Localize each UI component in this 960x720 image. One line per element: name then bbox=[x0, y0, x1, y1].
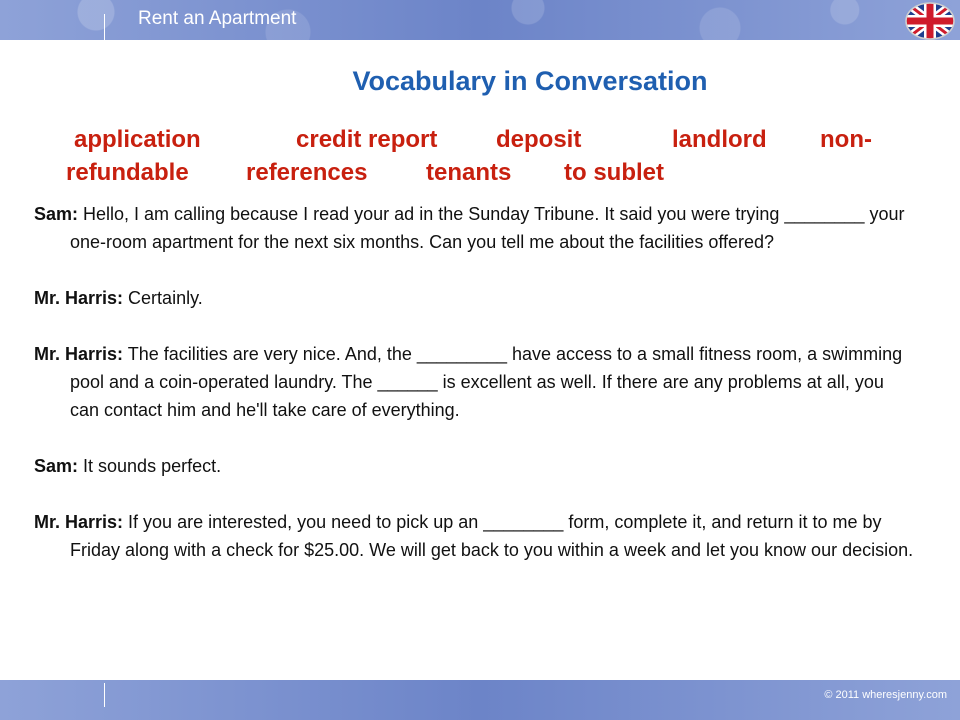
speaker-label: Mr. Harris: bbox=[34, 512, 124, 532]
speaker-label: Sam: bbox=[34, 204, 79, 224]
dialogue-line-4 bbox=[34, 452, 914, 480]
dialogue-text: It sounds perfect. bbox=[78, 456, 222, 476]
dialogue-line-3 bbox=[34, 340, 914, 424]
header-bar bbox=[0, 0, 960, 40]
vocab-non: non- bbox=[820, 126, 872, 153]
copyright-text: © 2011 wheresjenny.com bbox=[824, 689, 947, 701]
dialogue-text: The facilities are very nice. And, the bbox=[123, 344, 417, 364]
dialogue-text: form, complete it, and return it to me by Friday along with a check for $25.00. We will get back to you within a week and let you know our decision. bbox=[70, 512, 914, 560]
dialogue-line-5 bbox=[34, 508, 914, 564]
vocab-refundable: refundable bbox=[66, 159, 189, 186]
dialogue-text: If you are interested, you need to pick up an bbox=[123, 512, 484, 532]
dialogue-text: have access to a small fitness room, a swimming pool and a coin-operated laundry. The bbox=[70, 344, 903, 392]
vocab-deposit: deposit bbox=[496, 126, 582, 153]
footer-bar bbox=[0, 680, 960, 720]
speaker-label: Sam: bbox=[34, 456, 79, 476]
header-title: Rent an Apartment bbox=[138, 8, 297, 29]
fill-in-blank: ______ bbox=[377, 372, 438, 392]
speaker-label: Mr. Harris: bbox=[34, 344, 124, 364]
dialogue-line-1 bbox=[34, 200, 914, 256]
fill-in-blank: _________ bbox=[416, 344, 507, 364]
fill-in-blank: ________ bbox=[483, 512, 564, 532]
vocab-application: application bbox=[74, 126, 201, 153]
uk-flag-icon bbox=[905, 2, 955, 40]
vocab-references: references bbox=[246, 159, 368, 186]
speaker-label: Mr. Harris: bbox=[34, 288, 124, 308]
dialogue-text: Hello, I am calling because I read your ad in the Sunday Tribune. It said you were trying bbox=[78, 204, 785, 224]
fill-in-blank: ________ bbox=[784, 204, 865, 224]
vocab-landlord: landlord bbox=[672, 126, 767, 153]
footer-divider bbox=[104, 683, 105, 707]
slide-title: Vocabulary in Conversation bbox=[352, 66, 708, 96]
header-divider bbox=[104, 14, 105, 40]
vocab-to-sublet: to sublet bbox=[564, 159, 664, 186]
dialogue-text: is excellent as well. If there are any problems at all, you can contact him and he'll take care of everything. bbox=[70, 372, 884, 420]
dialogue-text: Certainly. bbox=[123, 288, 203, 308]
vocab-credit-report: credit report bbox=[296, 126, 438, 153]
dialogue-line-2 bbox=[34, 284, 914, 312]
dialogue-text: your one-room apartment for the next six months. Can you tell me about the facilities offered? bbox=[70, 204, 905, 252]
dialogue bbox=[34, 200, 914, 564]
vocab-tenants: tenants bbox=[426, 159, 512, 186]
